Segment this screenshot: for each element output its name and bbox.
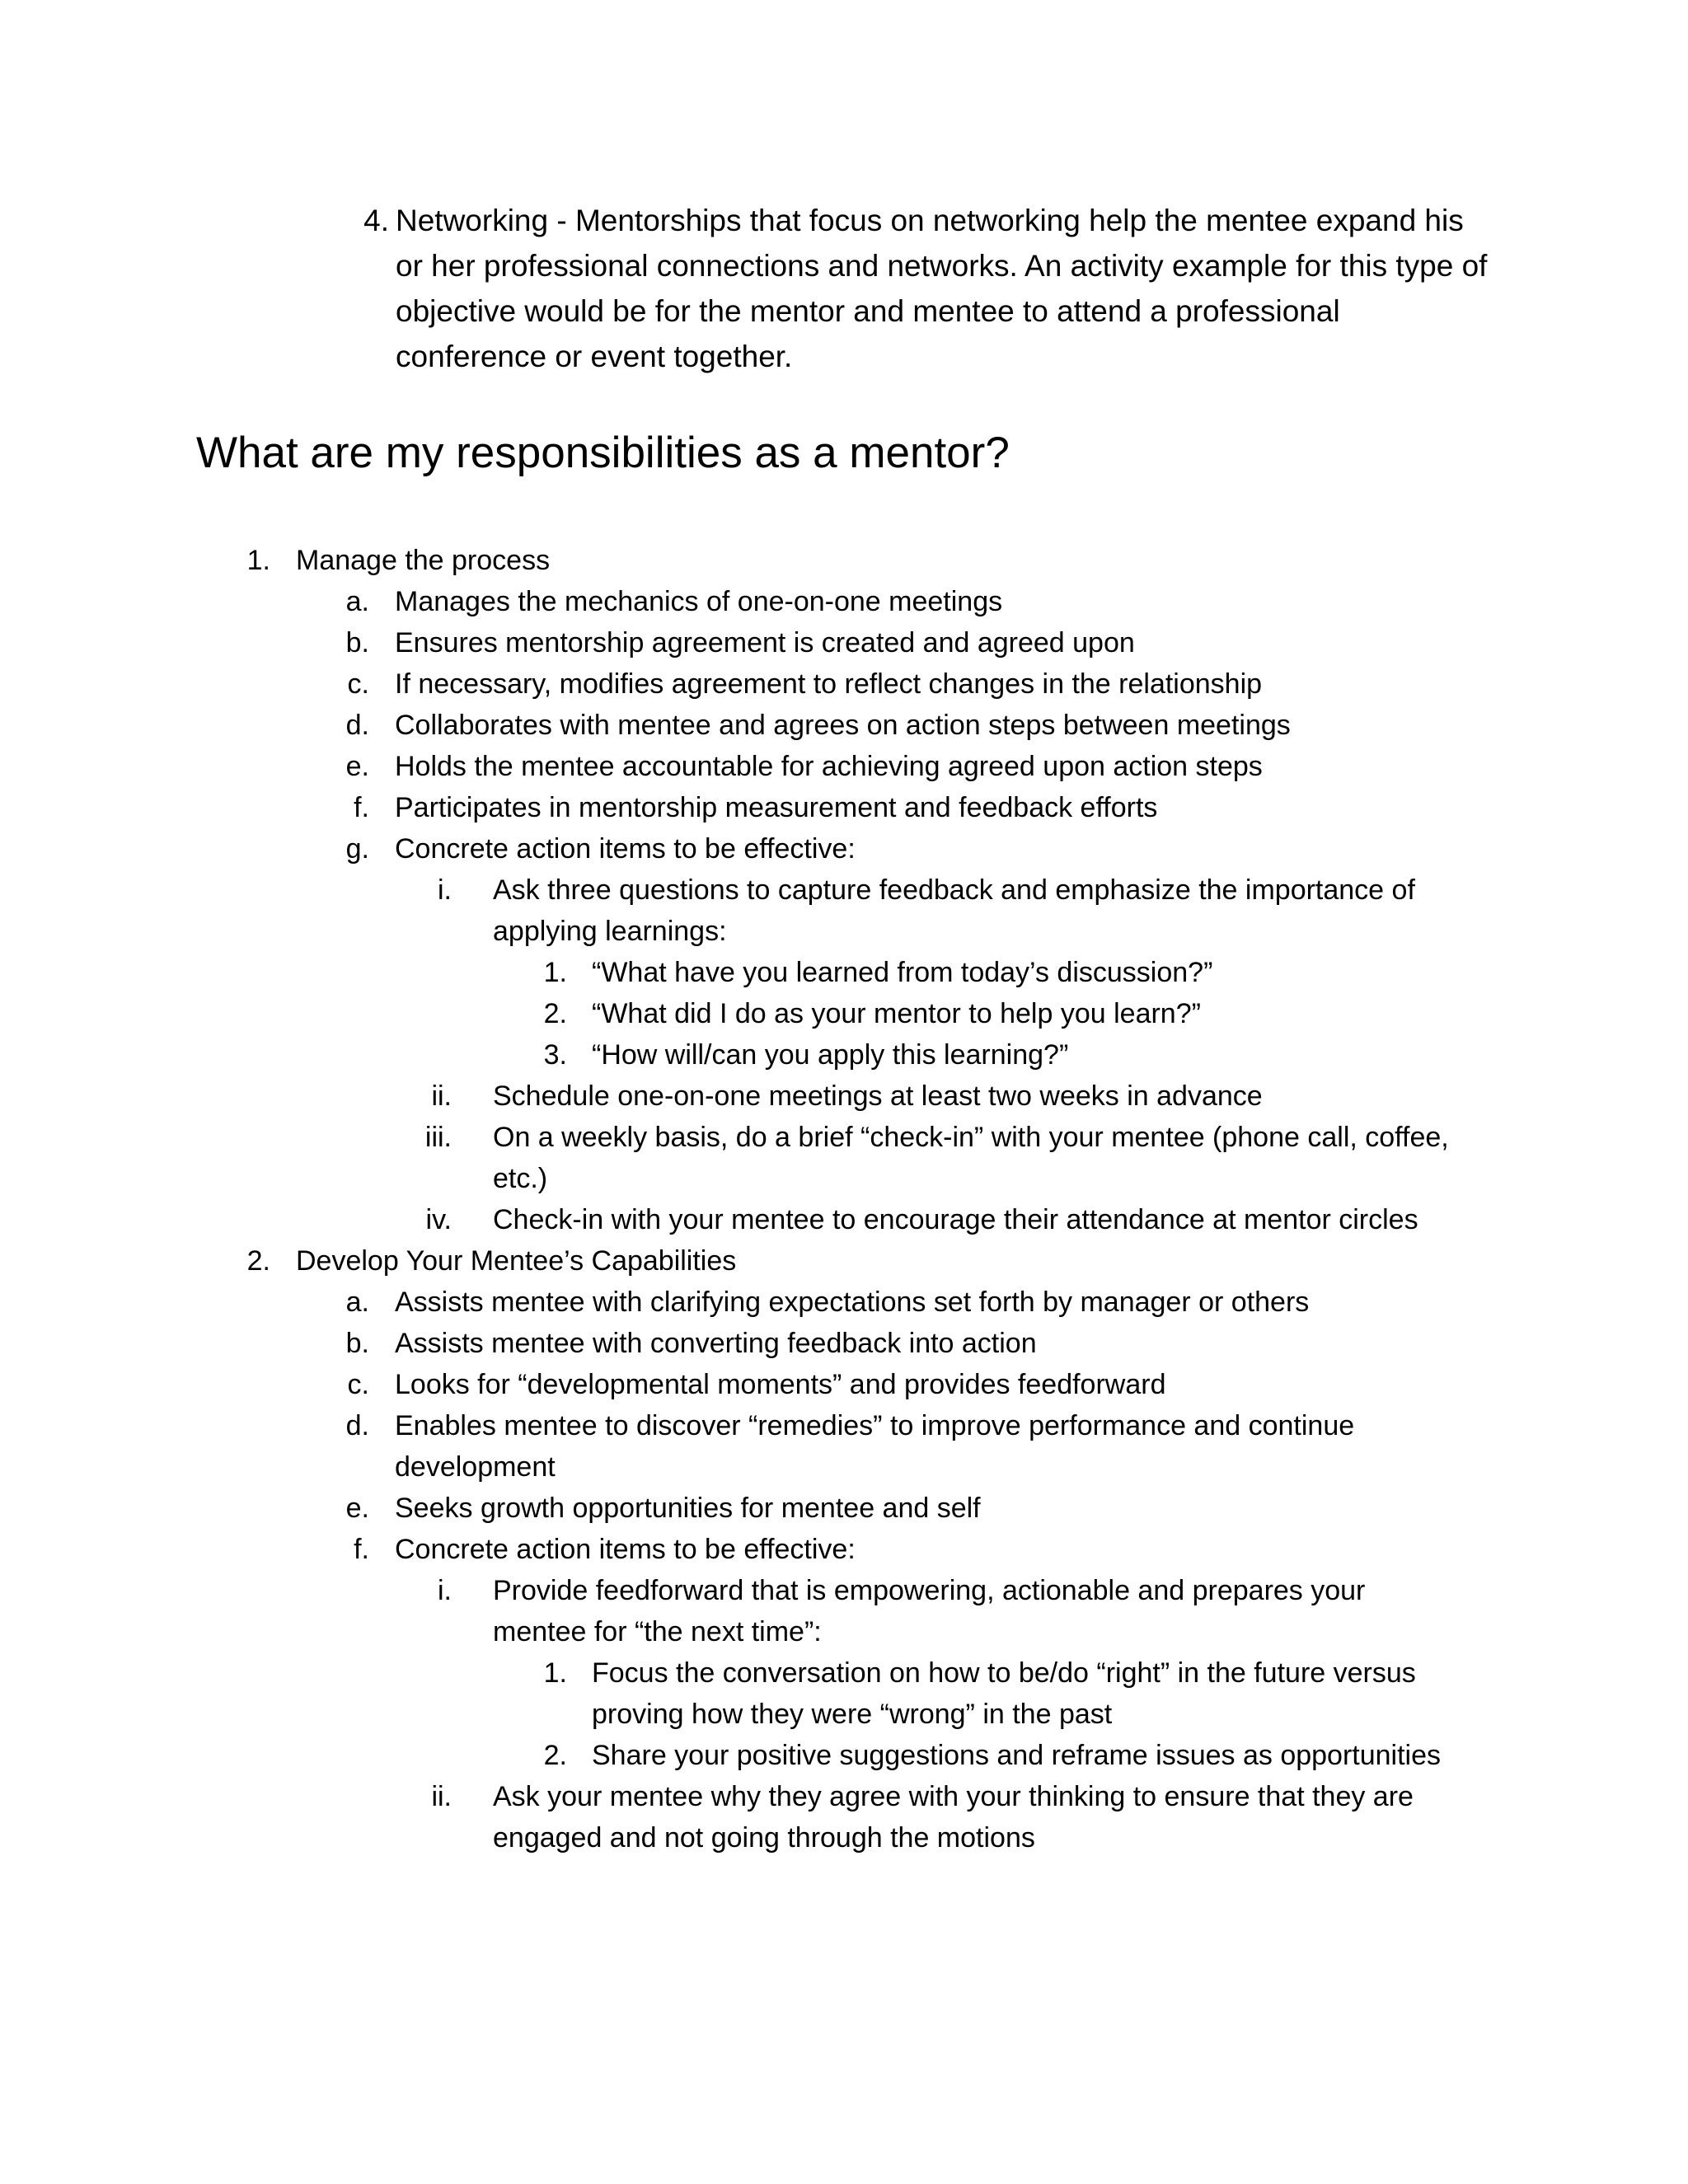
intro-text: Networking - Mentorships that focus on networking help the mentee expand his or her professional connections and networks. An activity example for this type of objective would be for the mentor and mentee to attend a professional conference or event together. [396, 204, 1488, 373]
list-item-text: Looks for “developmental moments” and provides feedforward [395, 1369, 1166, 1400]
list-item-text: Concrete action items to be effective: [395, 833, 856, 865]
list-marker: b. [345, 627, 369, 658]
list-item [0, 1776, 1688, 1858]
list-marker: e. [345, 1493, 369, 1524]
list-marker: ii. [431, 1080, 452, 1112]
list-item-text: Share your positive suggestions and reframe issues as opportunities [592, 1740, 1442, 1771]
list-item-text: Provide feedforward that is empowering, actionable and prepares your mentee for “the next time”: [493, 1575, 1366, 1647]
list-item-text: Assists mentee with converting feedback into action [395, 1328, 1037, 1359]
list-item-text: Develop Your Mentee’s Capabilities [296, 1245, 737, 1277]
list-marker: i. [438, 1575, 452, 1606]
list-item [0, 746, 1688, 787]
list-item-text: Ensures mentorship agreement is created and agreed upon [395, 627, 1135, 658]
list-marker: e. [345, 751, 369, 782]
intro-number: 4. [363, 204, 389, 237]
list-item-text: Focus the conversation on how to be/do “right” in the future versus proving how they were “wrong” in the past [592, 1657, 1416, 1730]
list-item [0, 1488, 1688, 1529]
list-marker: g. [345, 833, 369, 865]
list-item-text: “How will/can you apply this learning?” [592, 1039, 1069, 1071]
list-item [0, 663, 1688, 705]
list-item [0, 1240, 1688, 1282]
list-item-text: Ask three questions to capture feedback and emphasize the importance of applying learnings: [493, 874, 1415, 947]
list-marker: iv. [425, 1204, 452, 1235]
intro-list-item [345, 198, 1498, 379]
list-item-text: Check-in with your mentee to encourage their attendance at mentor circles [493, 1204, 1418, 1235]
list-item-text: Holds the mentee accountable for achieving agreed upon action steps [395, 751, 1263, 782]
list-item [0, 705, 1688, 746]
list-item [0, 1076, 1688, 1117]
list-item [0, 952, 1688, 993]
list-item-text: “What did I do as your mentor to help you learn?” [592, 998, 1201, 1029]
list-item-text: Collaborates with mentee and agrees on action steps between meetings [395, 710, 1291, 741]
list-item [0, 1282, 1688, 1323]
list-item [0, 1323, 1688, 1364]
list-item [0, 1117, 1688, 1199]
list-marker: f. [354, 792, 369, 823]
list-marker: 2. [246, 1245, 270, 1277]
section-heading: What are my responsibilities as a mentor? [196, 429, 1010, 477]
list-item [0, 1570, 1688, 1652]
list-marker: d. [345, 710, 369, 741]
list-marker: 2. [543, 1740, 567, 1771]
list-marker: d. [345, 1410, 369, 1441]
list-item-text: On a weekly basis, do a brief “check-in” with your mentee (phone call, coffee, etc.) [493, 1122, 1449, 1194]
list-item [0, 1405, 1688, 1488]
list-item [0, 1652, 1688, 1735]
list-marker: i. [438, 874, 452, 906]
list-marker: iii. [424, 1122, 452, 1153]
list-item [0, 869, 1688, 952]
list-marker: c. [347, 668, 369, 700]
list-marker: 2. [543, 998, 567, 1029]
list-item-text: Schedule one-on-one meetings at least two weeks in advance [493, 1080, 1263, 1112]
list-item-text: “What have you learned from today’s discussion?” [592, 957, 1213, 988]
list-marker: a. [345, 1286, 369, 1318]
list-item-text: Enables mentee to discover “remedies” to improve performance and continue development [395, 1410, 1355, 1483]
responsibilities-list [0, 540, 1688, 1858]
list-item [0, 1364, 1688, 1405]
list-item-text: Participates in mentorship measurement and feedback efforts [395, 792, 1158, 823]
list-marker: 1. [543, 1657, 567, 1689]
list-item-text: Ask your mentee why they agree with your thinking to ensure that they are engaged and not going through the motions [493, 1781, 1414, 1854]
list-item [0, 540, 1688, 581]
list-item-text: Manages the mechanics of one-on-one meetings [395, 586, 1003, 617]
list-item [0, 787, 1688, 828]
list-marker: 3. [543, 1039, 567, 1071]
list-item [0, 993, 1688, 1034]
list-item [0, 1199, 1688, 1240]
list-item-text: Manage the process [296, 545, 551, 576]
list-marker: a. [345, 586, 369, 617]
list-item [0, 622, 1688, 663]
list-item-text: Seeks growth opportunities for mentee and self [395, 1493, 981, 1524]
list-item [0, 1529, 1688, 1570]
list-marker: f. [354, 1534, 369, 1565]
list-item-text: If necessary, modifies agreement to reflect changes in the relationship [395, 668, 1263, 700]
list-item [0, 1735, 1688, 1776]
list-marker: ii. [431, 1781, 452, 1812]
list-marker: c. [347, 1369, 369, 1400]
list-item [0, 828, 1688, 869]
list-item-text: Concrete action items to be effective: [395, 1534, 856, 1565]
list-item-text: Assists mentee with clarifying expectations set forth by manager or others [395, 1286, 1310, 1318]
list-marker: b. [345, 1328, 369, 1359]
list-item [0, 581, 1688, 622]
list-item [0, 1034, 1688, 1076]
list-marker: 1. [246, 545, 270, 576]
list-marker: 1. [543, 957, 567, 988]
